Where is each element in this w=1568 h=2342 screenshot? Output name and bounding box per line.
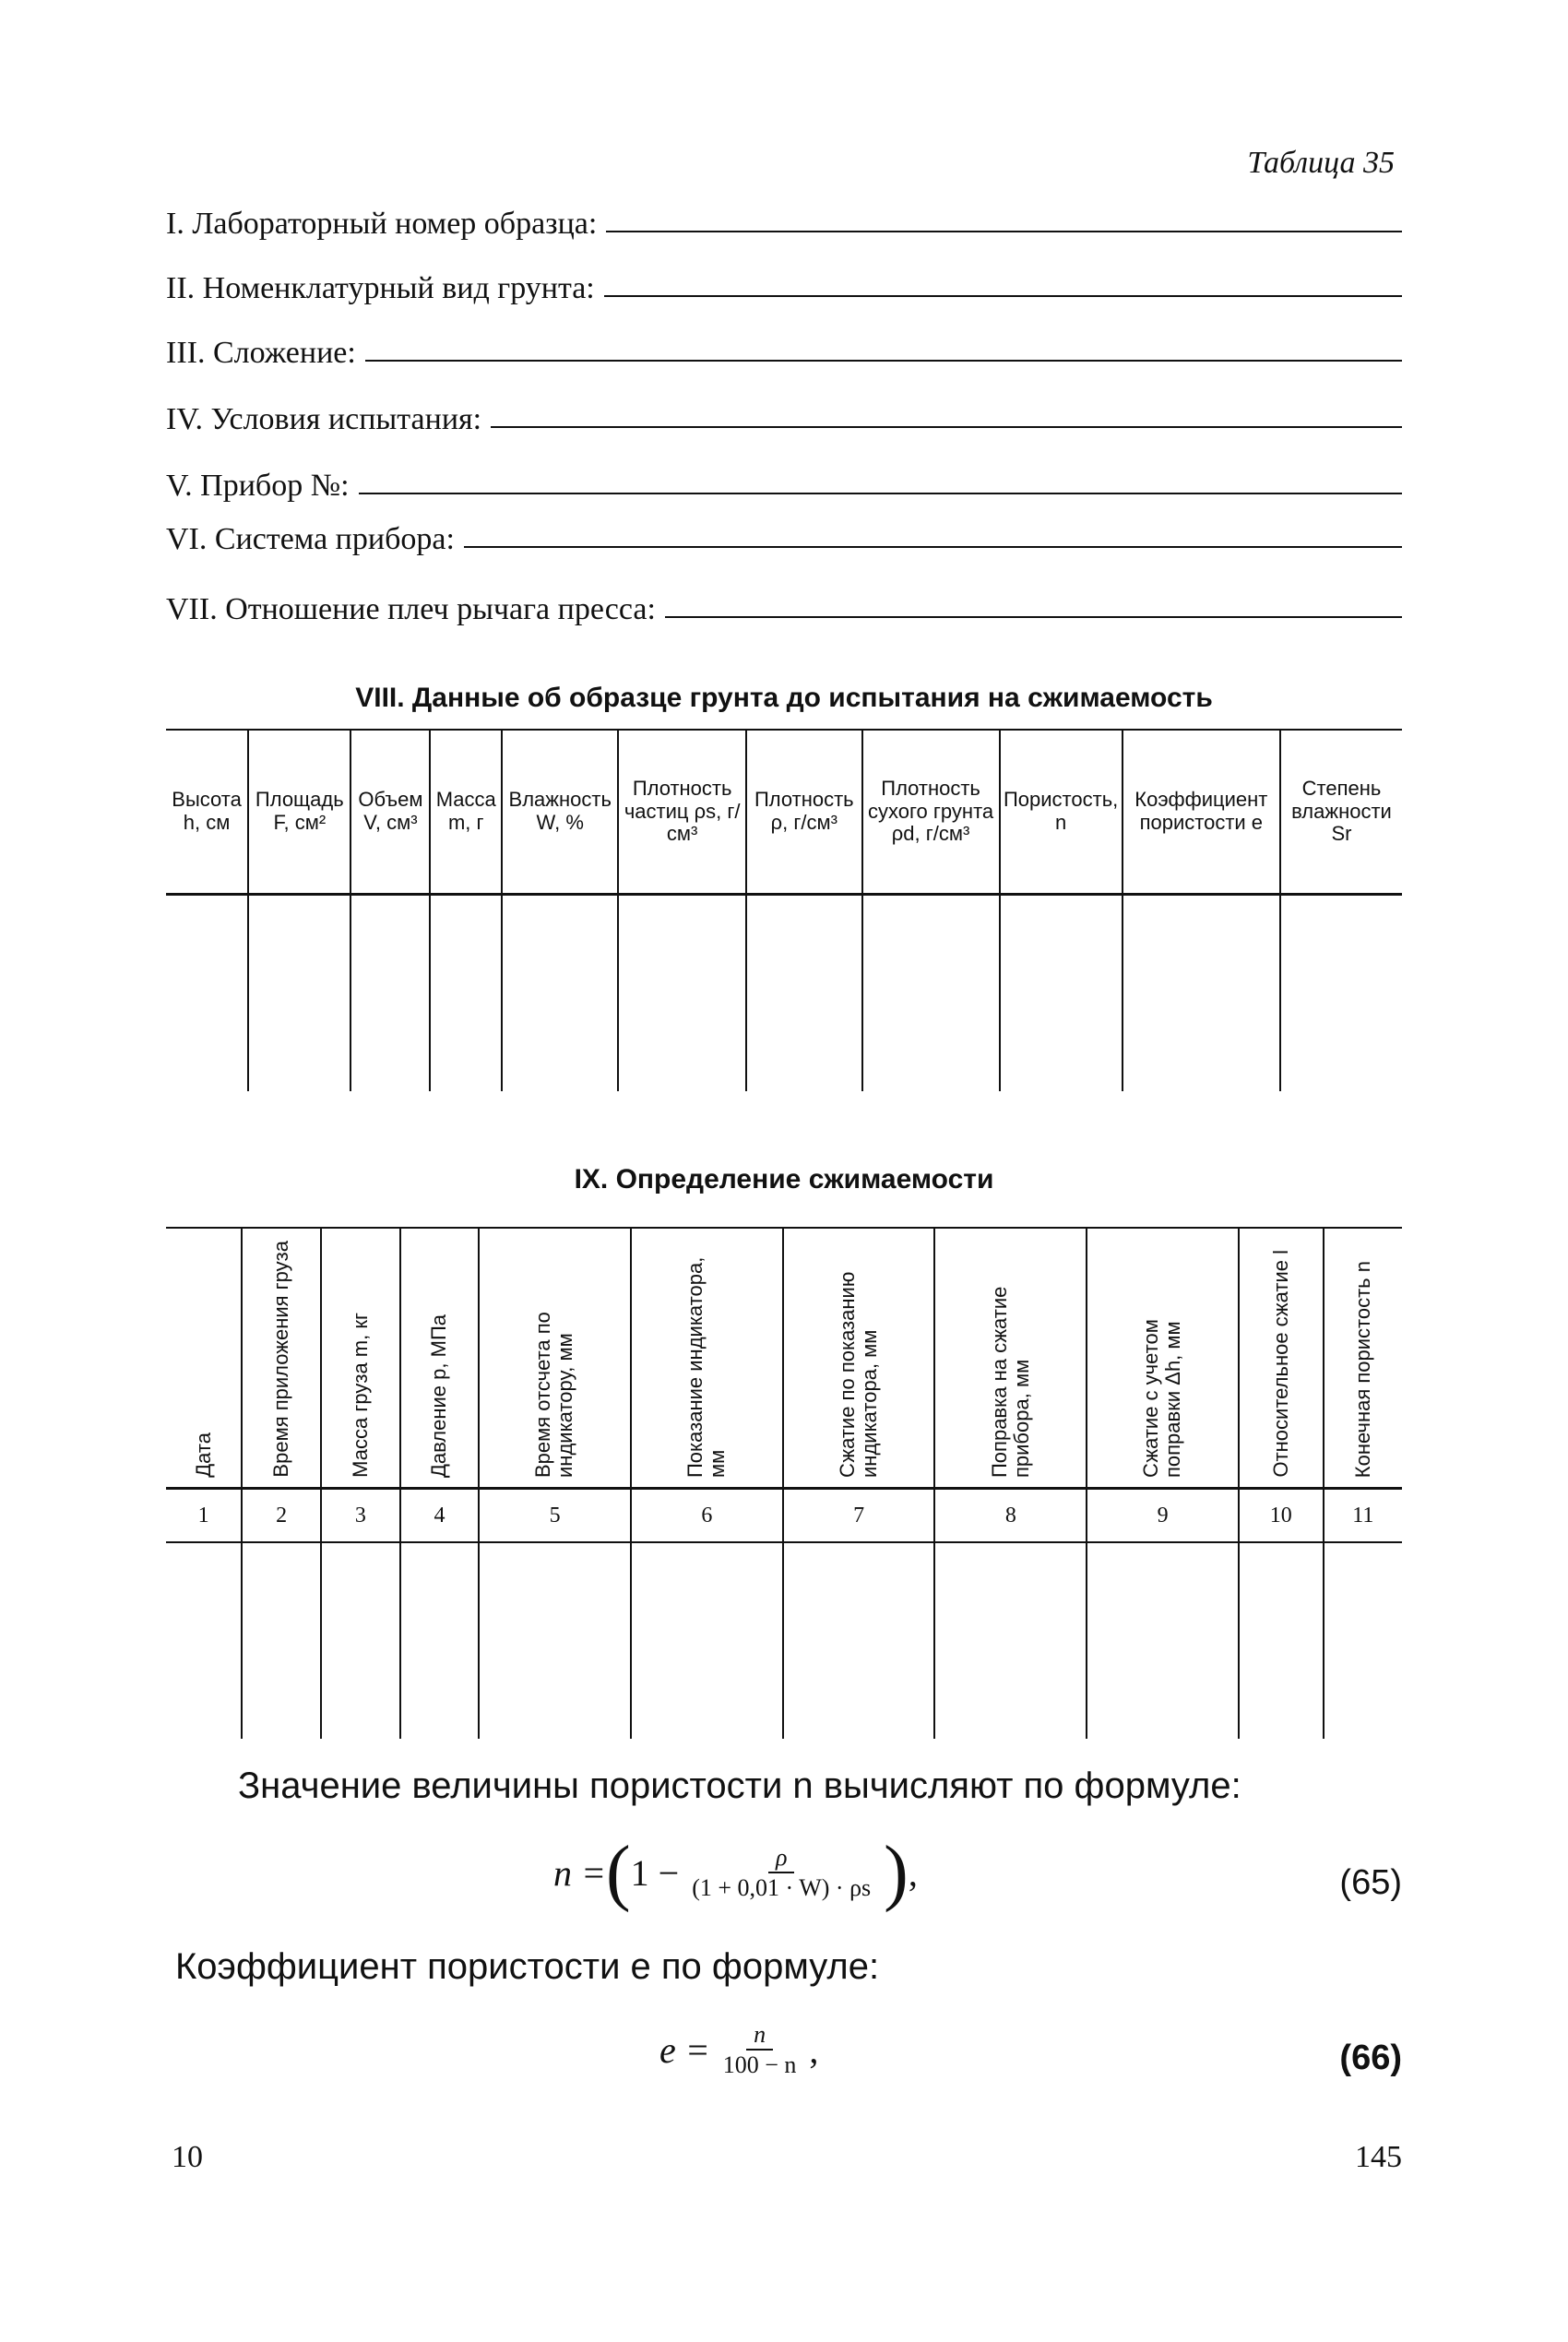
col-final-porosity	[1324, 1228, 1402, 1489]
field-label: Условия испытания:	[210, 402, 482, 436]
field-num: VII.	[166, 592, 218, 626]
column-number: 5	[479, 1489, 631, 1543]
col-indicator-compression-label: Сжатие по показанию индикатора, мм	[835, 1271, 882, 1478]
col-date	[166, 1228, 242, 1489]
empty-cell	[862, 895, 1000, 1092]
table-row	[166, 1542, 1402, 1739]
col-void-ratio: Коэффициент пористости e	[1123, 730, 1280, 895]
formula-trailing: ,	[908, 1851, 918, 1894]
col-indicator-reading-label: Показание индикатора, мм	[683, 1256, 730, 1478]
fraction-numerator: ρ	[768, 1843, 794, 1873]
field-label: Отношение плеч рычага пресса:	[225, 592, 656, 626]
fraction	[716, 2020, 804, 2079]
empty-cell	[400, 1542, 480, 1739]
col-indicator-compression	[783, 1228, 935, 1489]
empty-cell	[1239, 1542, 1324, 1739]
field-num: V.	[166, 469, 193, 503]
col-final-porosity-label: Конечная пористость n	[1350, 1260, 1374, 1478]
field-device-number	[166, 463, 1402, 504]
column-number: 9	[1087, 1489, 1239, 1543]
right-paren: )	[884, 1832, 909, 1913]
section9-title: IX. Определение сжимаемости	[574, 1164, 994, 1195]
col-reading-time-label: Время отсчета по индикатору, мм	[531, 1312, 577, 1478]
formula-lhs: e =	[659, 2028, 710, 2071]
empty-cell	[1000, 895, 1123, 1092]
column-number: 1	[166, 1489, 242, 1543]
col-particle-density: Плотность частиц ρs, г/см³	[618, 730, 746, 895]
formula-65	[553, 1832, 918, 1913]
field-num: VI.	[166, 522, 208, 556]
formula66-intro: Коэффициент пористости e по формуле:	[175, 1946, 880, 1987]
field-sample-number	[166, 201, 1402, 242]
empty-cell	[746, 895, 862, 1092]
table-row	[166, 895, 1402, 1092]
fill-line	[464, 546, 1402, 548]
formula-66	[659, 2020, 818, 2079]
col-volume: Объем V, см³	[350, 730, 430, 895]
col-device-correction-label: Поправка на сжатие прибора, мм	[987, 1286, 1033, 1478]
col-pressure-label: Давление p, МПа	[427, 1314, 451, 1478]
empty-cell	[321, 1542, 400, 1739]
field-structure	[166, 330, 1402, 371]
fraction-numerator: n	[746, 2020, 773, 2051]
col-relative-compression-label: Относительное сжатие l	[1268, 1250, 1292, 1478]
col-density: Плотность ρ, г/см³	[746, 730, 862, 895]
empty-cell	[479, 1542, 631, 1739]
col-load-time-label: Время приложения груза	[269, 1241, 293, 1478]
column-number-row	[166, 1489, 1402, 1543]
empty-cell	[783, 1542, 935, 1739]
field-num: IV.	[166, 402, 203, 436]
column-number: 11	[1324, 1489, 1402, 1543]
col-device-correction	[934, 1228, 1087, 1489]
left-paren: (	[606, 1832, 631, 1913]
fraction-denominator: (1 + 0,01 · W) · ρs	[692, 1874, 872, 1901]
field-num: I.	[166, 207, 184, 241]
empty-cell	[1280, 895, 1402, 1092]
field-label: Система прибора:	[214, 522, 455, 556]
field-label: Сложение:	[212, 336, 356, 370]
fraction	[684, 1843, 878, 1902]
empty-cell	[430, 895, 502, 1092]
col-mass: Масса m, г	[430, 730, 502, 895]
equation-number-66: (66)	[1339, 2039, 1402, 2077]
column-number: 3	[321, 1489, 400, 1543]
fill-line	[665, 616, 1402, 618]
field-device-system	[166, 517, 1402, 557]
empty-cell	[1123, 895, 1280, 1092]
field-num: II.	[166, 271, 196, 305]
column-number: 7	[783, 1489, 935, 1543]
col-saturation: Степень влажности Sr	[1280, 730, 1402, 895]
empty-cell	[166, 895, 248, 1092]
field-label: Прибор №:	[200, 469, 350, 503]
formula-lhs: n =	[553, 1851, 606, 1894]
col-relative-compression	[1239, 1228, 1324, 1489]
col-load-mass-label: Масса груза m, кг	[348, 1313, 372, 1478]
column-number: 8	[934, 1489, 1087, 1543]
empty-cell	[502, 895, 618, 1092]
col-height: Высота h, см	[172, 788, 242, 834]
empty-cell	[166, 1542, 242, 1739]
empty-cell	[618, 895, 746, 1092]
col-corrected-compression	[1087, 1228, 1239, 1489]
fill-line	[604, 295, 1402, 297]
sample-data-table	[166, 729, 1402, 1091]
col-porosity: Пористость, n	[1000, 730, 1123, 895]
col-corrected-compression-label: Сжатие с учетом поправки Δh, мм	[1139, 1319, 1185, 1478]
empty-cell	[248, 895, 350, 1092]
section8-title: VIII. Данные об образце грунта до испытания на сжимаемость	[355, 683, 1213, 713]
col-load-mass	[321, 1228, 400, 1489]
col-moisture: Влажность W, %	[502, 730, 618, 895]
col-date-label: Дата	[191, 1433, 215, 1478]
fraction-denominator: 100 − n	[722, 2051, 797, 2079]
column-number: 6	[631, 1489, 783, 1543]
formula-one-minus: 1 −	[630, 1851, 680, 1894]
empty-cell	[242, 1542, 321, 1739]
empty-cell	[1324, 1542, 1402, 1739]
field-label: Лабораторный номер образца:	[192, 207, 598, 241]
fill-line	[606, 231, 1402, 232]
empty-cell	[631, 1542, 783, 1739]
col-area: Площадь F, см²	[248, 730, 350, 895]
fill-line	[365, 360, 1402, 362]
field-lever-ratio	[166, 587, 1402, 627]
page-number: 145	[1355, 2140, 1402, 2174]
empty-cell	[934, 1542, 1087, 1739]
empty-cell	[1087, 1542, 1239, 1739]
formula65-intro: Значение величины пористости n вычисляют по формуле:	[238, 1765, 1241, 1806]
compressibility-table	[166, 1227, 1402, 1739]
footer-signature-mark: 10	[172, 2140, 203, 2174]
col-load-time	[242, 1228, 321, 1489]
col-reading-time	[479, 1228, 631, 1489]
column-number: 10	[1239, 1489, 1324, 1543]
empty-cell	[350, 895, 430, 1092]
field-label: Номенклатурный вид грунта:	[202, 271, 595, 305]
equation-number-65: (65)	[1339, 1863, 1402, 1902]
column-number: 4	[400, 1489, 480, 1543]
col-pressure	[400, 1228, 480, 1489]
column-number: 2	[242, 1489, 321, 1543]
fill-line	[491, 426, 1402, 428]
table-label: Таблица 35	[1247, 146, 1395, 180]
col-indicator-reading	[631, 1228, 783, 1489]
field-test-conditions	[166, 397, 1402, 437]
col-dry-density: Плотность сухого грунта ρd, г/см³	[862, 730, 1000, 895]
formula-trailing: ,	[809, 2028, 819, 2071]
fill-line	[359, 493, 1402, 494]
field-num: III.	[166, 336, 206, 370]
field-soil-type	[166, 266, 1402, 306]
